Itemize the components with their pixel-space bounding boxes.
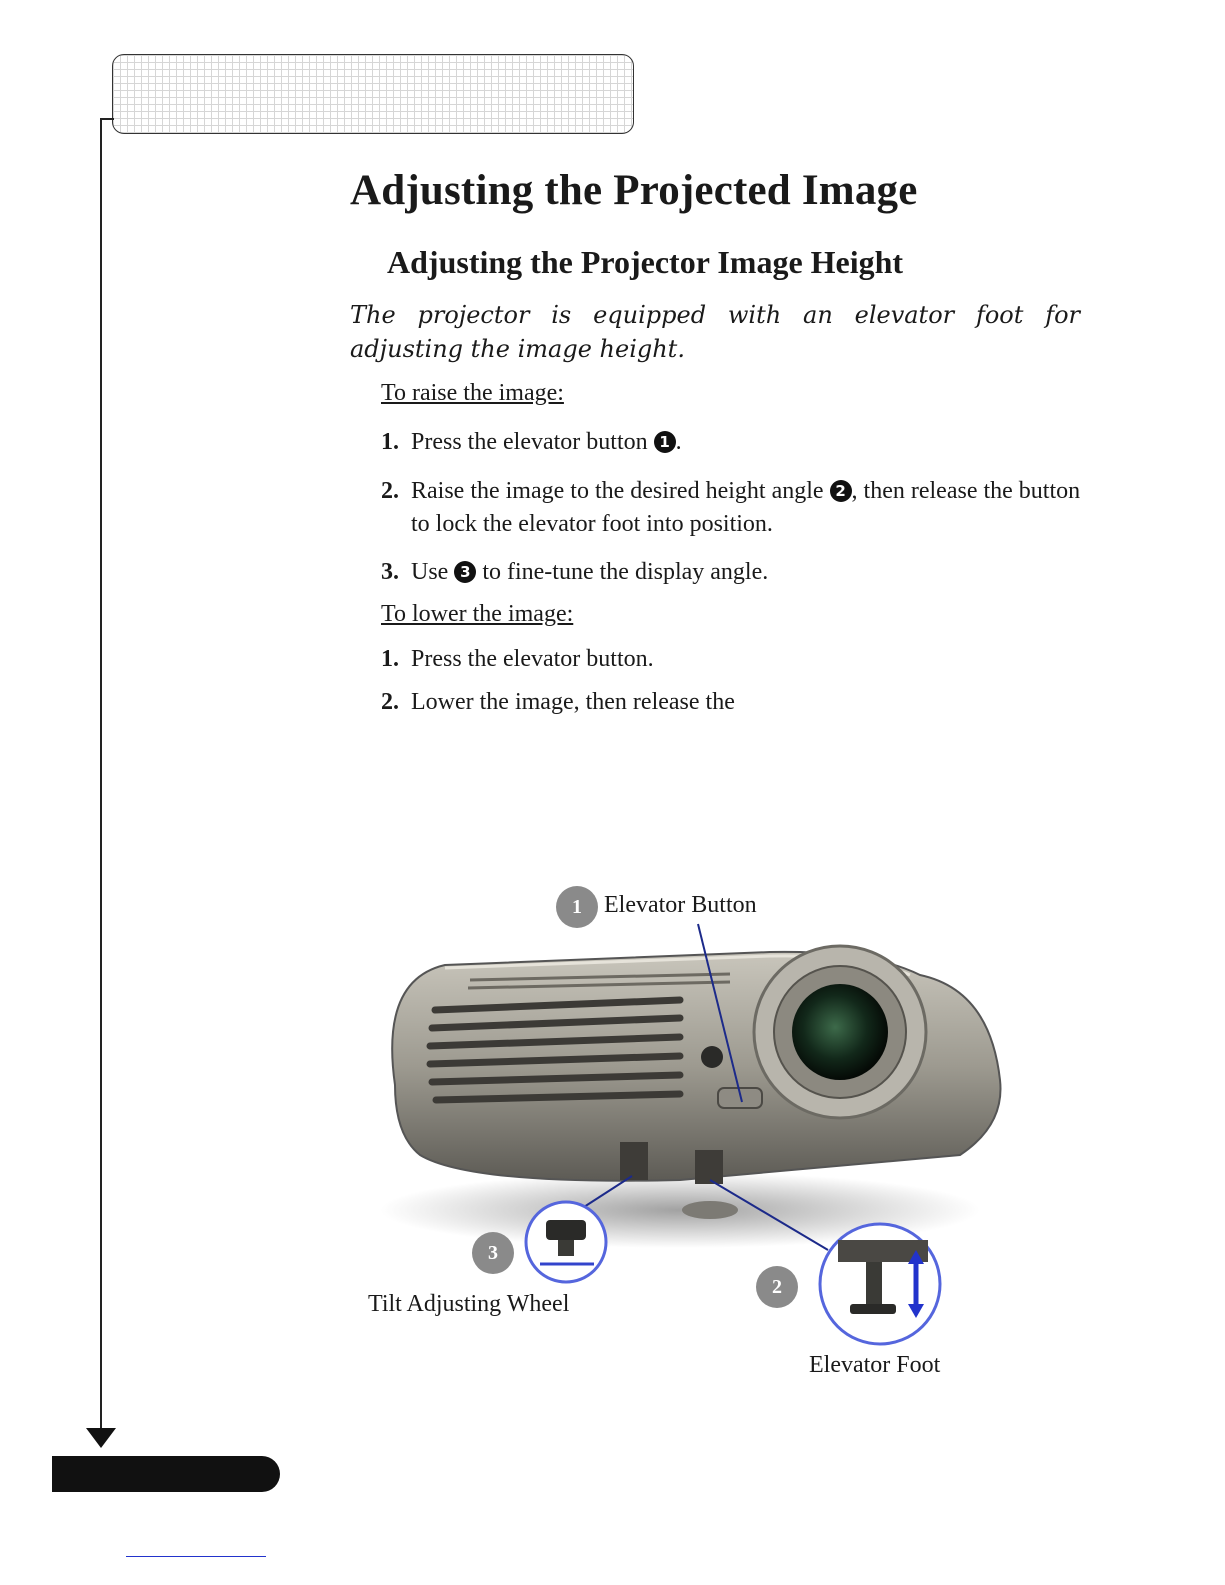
step-text-end: , then release the button to lock the elevator foot into position. bbox=[411, 478, 1081, 537]
focus-knob bbox=[701, 1046, 723, 1068]
projector-illustration bbox=[350, 880, 1050, 1400]
step-text: Lower the image, then release the bbox=[411, 689, 735, 715]
section-subtitle: Adjusting the Projector Image Height bbox=[387, 244, 904, 280]
step-text: Raise the image to the desired height angle bbox=[411, 478, 830, 504]
step-text: Press the elevator button bbox=[411, 429, 654, 455]
foot-pad bbox=[682, 1201, 738, 1219]
raise-step-1 bbox=[381, 426, 1081, 459]
marker-3-icon: 3 bbox=[454, 561, 476, 583]
lower-heading: To lower the image: bbox=[381, 601, 574, 627]
projector-figure bbox=[350, 880, 1050, 1400]
step-number: 2. bbox=[381, 478, 399, 504]
margin-line bbox=[100, 118, 102, 1432]
marker-2-icon: 2 bbox=[830, 480, 852, 502]
elevator-foot-mount bbox=[695, 1150, 723, 1184]
callout-label-tilt-wheel: Tilt Adjusting Wheel bbox=[368, 1291, 570, 1317]
callout-label-elevator-button: Elevator Button bbox=[604, 892, 757, 918]
margin-line-connector bbox=[100, 118, 114, 120]
raise-step-3 bbox=[381, 556, 1081, 589]
step-number: 2. bbox=[381, 689, 399, 715]
marker-1-icon: 1 bbox=[654, 431, 676, 453]
step-number: 3. bbox=[381, 559, 399, 585]
header-grid-tab bbox=[112, 54, 634, 134]
step-text: Use bbox=[411, 559, 455, 585]
down-arrow-icon bbox=[86, 1428, 116, 1448]
step-text-end: to fine-tune the display angle. bbox=[476, 559, 769, 585]
page-number-tab bbox=[52, 1456, 280, 1492]
lens bbox=[792, 984, 888, 1080]
raise-heading: To raise the image: bbox=[381, 380, 564, 406]
callout-badge-3: 3 bbox=[472, 1232, 514, 1274]
step-number: 1. bbox=[381, 646, 399, 672]
tilt-wheel-inset bbox=[526, 1202, 606, 1282]
tilt-wheel-mount bbox=[620, 1142, 648, 1180]
elevator-foot-inset bbox=[820, 1224, 940, 1344]
callout-label-elevator-foot: Elevator Foot bbox=[809, 1352, 941, 1378]
page-title: Adjusting the Projected Image bbox=[350, 167, 918, 214]
bottom-rule bbox=[126, 1556, 266, 1557]
callout-badge-1: 1 bbox=[556, 886, 598, 928]
step-number: 1. bbox=[381, 429, 399, 455]
step-text-end: . bbox=[675, 429, 682, 455]
lower-step-2 bbox=[381, 686, 1081, 719]
lower-step-1 bbox=[381, 643, 1081, 676]
intro-paragraph: The projector is equipped with an elevator foot for adjusting the image height. bbox=[350, 301, 1080, 363]
step-text: Press the elevator button. bbox=[411, 646, 654, 672]
callout-badge-2: 2 bbox=[756, 1266, 798, 1308]
raise-step-2 bbox=[381, 475, 1081, 541]
